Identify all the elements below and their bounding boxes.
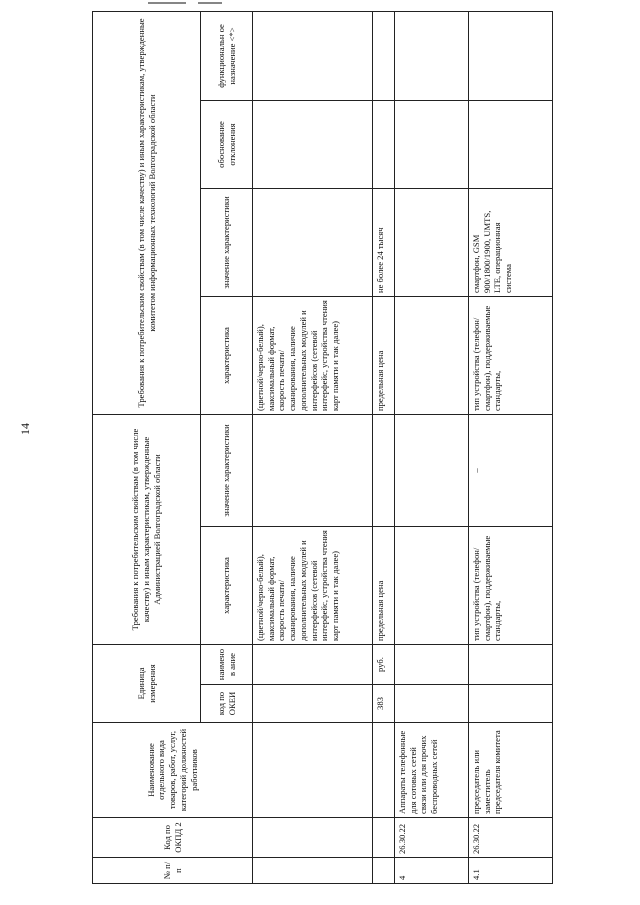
cell-okpd: 26.30.22 — [469, 818, 553, 858]
header-committee-value: значение характеристики — [201, 189, 253, 297]
cell-deviation — [395, 101, 469, 189]
header-function: функциональн ое назначение <*> — [201, 12, 253, 101]
page-number: 14 — [18, 423, 32, 435]
cell-function — [253, 12, 373, 101]
cell-number: 4 — [395, 858, 469, 884]
cell-unit — [253, 645, 373, 685]
cell-okei — [253, 685, 373, 723]
cell-number: 4.1 — [469, 858, 553, 884]
table-row — [373, 12, 395, 884]
cell-committee-characteristic — [395, 297, 469, 415]
cell-unit — [469, 645, 553, 685]
header-admin-value: значение характеристики — [201, 415, 253, 527]
header-okpd-code: Код по ОКПД 2 — [93, 818, 253, 858]
table-row — [395, 12, 469, 884]
header-deviation-reason: обоснование отклонения — [201, 101, 253, 189]
cell-number — [373, 858, 395, 884]
cell-admin-value — [253, 415, 373, 527]
cell-number — [253, 858, 373, 884]
cell-okpd — [373, 818, 395, 858]
cell-committee-value — [253, 189, 373, 297]
cell-unit — [395, 645, 469, 685]
requirements-table — [92, 11, 553, 884]
scan-mark — [198, 2, 222, 4]
header-unit: Единица измерения — [93, 645, 201, 723]
cell-deviation — [469, 101, 553, 189]
cell-name: Аппараты телефонные для сотовых сетей связи или для прочих беспроводных сетей — [395, 723, 469, 818]
cell-okei: 383 — [373, 685, 395, 723]
cell-committee-characteristic: (цветной/черно-белый), максимальный формат, скорость печати/ сканирования, наличие дополнительных модулей и интерфейсов (сетевой интерфейс, устройства чтения карт памяти и так далее) — [253, 297, 373, 415]
header-number: № п/п — [93, 858, 253, 884]
table-row — [253, 12, 373, 884]
cell-function — [373, 12, 395, 101]
cell-name: председатель или заместитель председателя комитета — [469, 723, 553, 818]
cell-admin-characteristic: предельная цена — [373, 527, 395, 645]
cell-admin-characteristic — [395, 527, 469, 645]
cell-okpd — [253, 818, 373, 858]
header-row-1 — [93, 12, 201, 884]
cell-committee-value: смартфон, GSM 900/1800/1900, UMTS, LTE, операционная система — [469, 189, 553, 297]
rotated-document-page — [92, 12, 552, 884]
header-admin-characteristic: характеристика — [201, 527, 253, 645]
cell-admin-value — [395, 415, 469, 527]
scan-mark — [148, 2, 186, 4]
header-committee-requirements: Требования к потребительским свойствам (в том числе качеству) и иным характеристикам, утвержденные комитетом информационных технологий Волгоградской области — [93, 12, 201, 415]
cell-committee-characteristic: предельная цена — [373, 297, 395, 415]
cell-okei — [395, 685, 469, 723]
cell-function — [395, 12, 469, 101]
cell-okei — [469, 685, 553, 723]
cell-unit: руб. — [373, 645, 395, 685]
cell-deviation — [373, 101, 395, 189]
cell-okpd: 26.30.22 — [395, 818, 469, 858]
cell-admin-characteristic: (цветной/черно-белый), максимальный формат, скорость печати/ сканирования, наличие дополнительных модулей и интерфейсов (сетевой интерфейс, устройства чтения карт памяти и так далее) — [253, 527, 373, 645]
table-row — [469, 12, 553, 884]
header-item-name: Наименование отдельного вида товаров, работ, услуг, категорий должностей работников — [93, 723, 253, 818]
cell-admin-value: – — [469, 415, 553, 527]
cell-name — [253, 723, 373, 818]
cell-deviation — [253, 101, 373, 189]
cell-function — [469, 12, 553, 101]
cell-committee-value: не более 24 тысяч — [373, 189, 395, 297]
header-committee-characteristic: характеристика — [201, 297, 253, 415]
header-admin-requirements: Требования к потребительским свойствам (в том числе качеству) и иным характеристикам, утвержденные Администрацией Волгоградской области — [93, 415, 201, 645]
cell-committee-value — [395, 189, 469, 297]
cell-name — [373, 723, 395, 818]
header-unit-name: наименов ание — [201, 645, 253, 685]
cell-admin-value — [373, 415, 395, 527]
cell-committee-characteristic: тип устройства (телефон/смартфон), поддерживаемые стандарты, — [469, 297, 553, 415]
cell-admin-characteristic: тип устройства (телефон/смартфон), поддерживаемые стандарты, — [469, 527, 553, 645]
header-okei-code: код по ОКЕИ — [201, 685, 253, 723]
